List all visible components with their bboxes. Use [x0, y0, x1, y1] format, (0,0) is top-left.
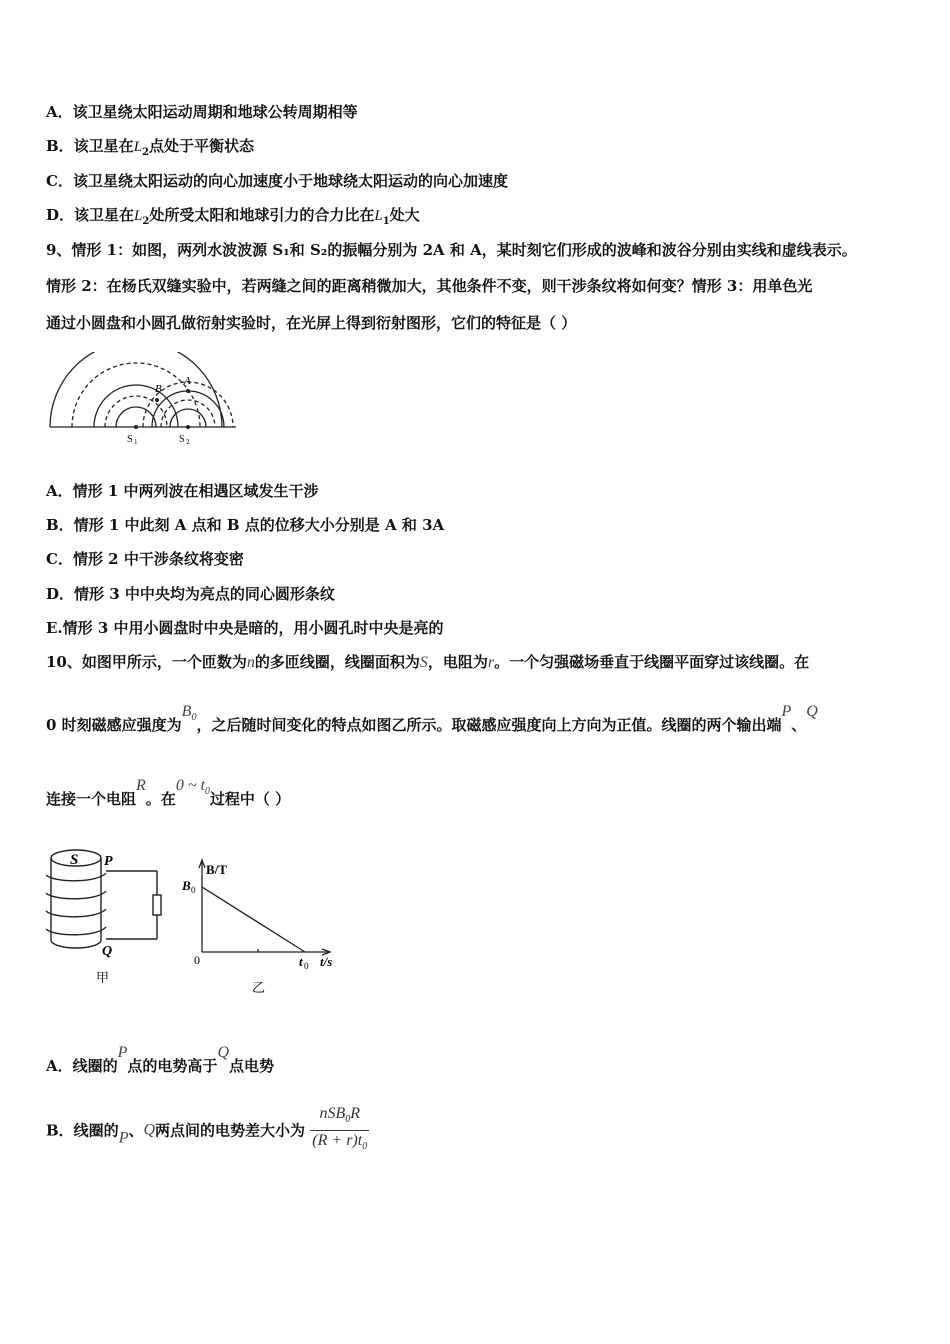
q10-text: 。一个匀强磁场垂直于线圈平面穿过该线圈。在	[494, 653, 810, 671]
winding	[46, 891, 106, 899]
sub-0: 0	[345, 1114, 351, 1126]
q10-stem-line3	[46, 777, 291, 816]
s1-trough-outer	[72, 363, 200, 427]
q10-text: ，电阻为	[427, 653, 488, 671]
var-L: L	[134, 208, 143, 224]
winding	[46, 873, 106, 881]
q10-option-b	[46, 1104, 369, 1157]
q10-text: 的多匝线圈，线圈面积为	[254, 653, 420, 671]
label-s2-sub: 2	[186, 438, 190, 446]
var-R: R	[136, 777, 146, 794]
label-b: B	[155, 383, 162, 395]
var-r: r	[487, 654, 495, 671]
fraction-denominator	[310, 1131, 369, 1157]
q10-text: A．线圈的	[46, 1057, 118, 1075]
q10-text: 10、如图甲所示，一个匝数为	[46, 653, 247, 671]
q8-option-d-text3: 处大	[389, 206, 420, 224]
var-P: P	[781, 703, 792, 720]
var-n: n	[246, 654, 255, 671]
q10-text: 点电势	[229, 1057, 275, 1075]
q8-option-d	[46, 205, 420, 232]
q10-text: 点的电势高于	[127, 1057, 218, 1075]
num-R: R	[350, 1105, 361, 1122]
den-text: (R + r)t	[312, 1132, 363, 1150]
q8-option-b-text2: 点处于平衡状态	[149, 137, 255, 155]
label-s1: S	[127, 434, 133, 445]
sub-1: 1	[382, 216, 390, 227]
label-Q: Q	[102, 944, 113, 959]
sub-0: 0	[204, 786, 210, 798]
caption-jia: 甲	[96, 970, 110, 985]
q8-option-a: A．该卫星绕太阳运动周期和地球公转周期相等	[46, 103, 358, 121]
q9-option-c: C．情形 2 中干涉条纹将变密	[46, 550, 244, 568]
var-B0	[181, 703, 197, 724]
q9-option-e: E.情形 3 中用小圆盘时中央是暗的，用小圆孔时中央是亮的	[46, 619, 444, 637]
q10-text: ，之后随时间变化的特点如图乙所示。取磁感应强度向上方向为正值。线圈的两个输出端	[196, 716, 782, 734]
label-a: A	[184, 375, 191, 387]
q9-wave-figure	[44, 352, 240, 447]
point-a	[186, 389, 190, 393]
coil-bottom	[51, 940, 101, 948]
q8-option-d-text2: 处所受太阳和地球引力的合力比在	[149, 206, 375, 224]
q10-text: 两点间的电势差大小为	[155, 1121, 306, 1140]
num-text: nSB	[319, 1105, 346, 1122]
sub-2: 2	[142, 216, 150, 227]
q9-stem-line3: 通过小圆盘和小圆孔做衍射实验时，在光屏上得到衍射图形，它们的特征是（ ）	[46, 314, 577, 332]
potential-difference-fraction	[310, 1104, 369, 1157]
q9-stem-line1: 9、情形 1：如图，两列水波波源 S₁和 S₂的振幅分别为 2A 和 A，某时刻它们形成的波峰和波谷分别由实线和虚线表示。	[46, 241, 857, 259]
label-S: S	[70, 852, 79, 868]
point-b	[155, 398, 159, 402]
q10-bt-graph	[180, 852, 350, 997]
q10-coil-figure	[44, 845, 169, 990]
q8-option-d-text: D．该卫星在	[46, 206, 135, 224]
q8-option-b	[46, 136, 254, 163]
label-B0-sub: 0	[191, 885, 196, 895]
winding	[46, 909, 106, 917]
label-t0: t	[299, 954, 303, 969]
label-t0-sub: 0	[304, 961, 309, 971]
s1-crest-inner	[116, 407, 156, 427]
sub-2: 2	[142, 147, 149, 158]
var-Q: Q	[806, 703, 818, 720]
caption-yi: 乙	[252, 980, 266, 995]
label-P: P	[104, 854, 113, 869]
q10-text: 、	[128, 1121, 144, 1140]
var-Q: Q	[217, 1044, 229, 1061]
var-t: 0 ~ t	[175, 777, 205, 794]
q9-option-d: D．情形 3 中中央均为亮点的同心圆形条纹	[46, 585, 335, 603]
var-Q: Q	[143, 1121, 156, 1139]
q10-text: 、	[791, 716, 807, 734]
q10-stem-line1	[46, 652, 809, 673]
q9-option-a: A．情形 1 中两列波在相遇区域发生干涉	[46, 482, 319, 500]
var-B: B	[181, 703, 192, 720]
q10-stem-line2	[46, 703, 818, 742]
q10-option-a	[46, 1044, 275, 1077]
q9-stem-line2: 情形 2：在杨氏双缝实验中，若两缝之间的距离稍微加大，其他条件不变，则干涉条纹将如何变？情形 3：用单色光	[46, 277, 813, 295]
fraction-numerator	[310, 1104, 369, 1131]
q10-text: 过程中（ ）	[209, 790, 291, 808]
var-L: L	[133, 139, 143, 155]
y-label: B/T	[206, 862, 227, 877]
s2-point	[186, 425, 190, 429]
var-S: S	[419, 654, 428, 671]
var-P: P	[117, 1044, 128, 1061]
s1-crest-mid	[94, 385, 178, 427]
var-P: P	[118, 1129, 129, 1147]
q10-text: B．线圈的	[46, 1121, 119, 1140]
sub-0: 0	[362, 1141, 368, 1153]
q10-text: 0 时刻磁感应强度为	[46, 716, 182, 734]
var-L: L	[374, 208, 383, 224]
label-s2: S	[179, 434, 185, 445]
s1-point	[134, 425, 138, 429]
b-line	[202, 887, 305, 952]
q8-option-c: C．该卫星绕太阳运动的向心加速度小于地球绕太阳运动的向心加速度	[46, 172, 508, 190]
s2-trough-inner	[161, 400, 215, 427]
label-B0: B	[182, 878, 191, 893]
q8-option-b-text: B．该卫星在	[46, 137, 134, 155]
var-range	[175, 777, 210, 798]
q10-text: 连接一个电阻	[46, 790, 137, 808]
label-s1-sub: 1	[134, 438, 138, 446]
winding	[46, 927, 106, 935]
sub-0: 0	[191, 712, 197, 724]
origin-label: 0	[194, 953, 200, 967]
q9-option-b: B．情形 1 中此刻 A 点和 B 点的位移大小分别是 A 和 3A	[46, 516, 445, 534]
q10-text: 。在	[145, 790, 176, 808]
x-label: t/s	[320, 954, 333, 969]
resistor	[153, 895, 161, 915]
